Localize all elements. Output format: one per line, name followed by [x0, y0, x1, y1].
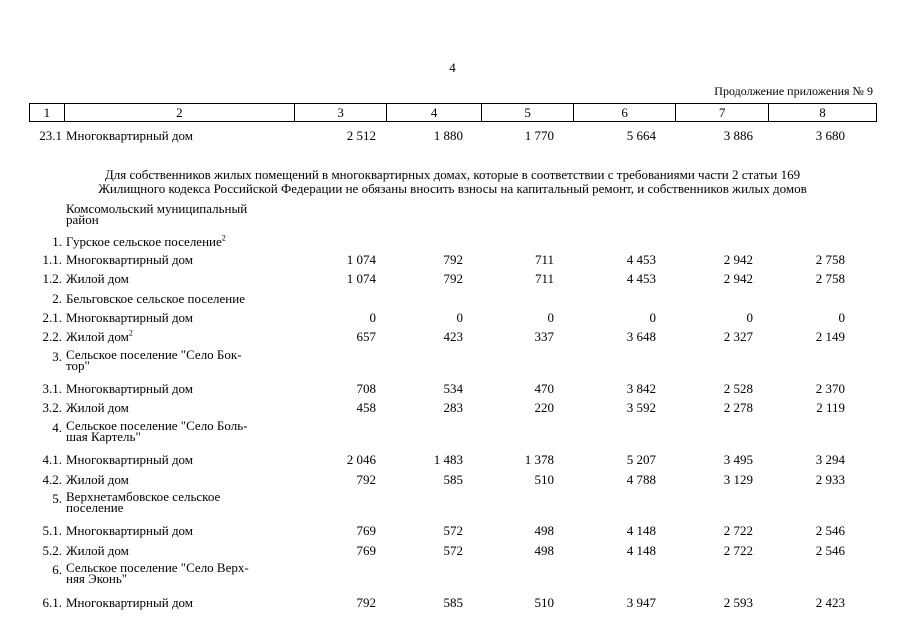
column-header-2: 2	[64, 104, 294, 122]
row-number: 6.1.	[42, 595, 62, 610]
row-name: Многоквартирный дом	[66, 310, 194, 325]
row-number: 3.1.	[42, 381, 62, 396]
row-name: Сельское поселение "Село Верх-	[66, 560, 249, 575]
value-col-3: 2 512	[346, 128, 376, 143]
value-col-4: 283	[443, 400, 463, 415]
value-col-6: 4 148	[626, 523, 656, 538]
value-col-7: 2 722	[723, 523, 753, 538]
row-number: 23.1	[39, 128, 62, 143]
row-name: Многоквартирный дом	[66, 128, 194, 143]
value-col-7: 2 278	[723, 400, 753, 415]
row-number: 2.2.	[42, 329, 62, 344]
value-col-3: 0	[369, 310, 376, 325]
value-col-7: 2 327	[723, 329, 753, 344]
value-col-5: 498	[534, 543, 554, 558]
footnote-marker: 2	[221, 233, 226, 243]
value-col-6: 4 788	[626, 472, 656, 487]
value-col-8: 2 423	[815, 595, 845, 610]
footnote-marker: 2	[128, 328, 133, 338]
value-col-6: 4 453	[626, 271, 656, 286]
row-name: Бельговское сельское поселение	[66, 291, 245, 306]
value-col-7: 2 593	[723, 595, 753, 610]
row-number: 1.2.	[42, 271, 62, 286]
column-header-8: 8	[769, 104, 877, 122]
row-name: Сельское поселение "Село Бок-	[66, 347, 242, 362]
value-col-5: 220	[534, 400, 554, 415]
value-col-4: 572	[443, 523, 463, 538]
value-col-5: 470	[534, 381, 554, 396]
value-col-3: 1 074	[346, 252, 376, 267]
value-col-4: 792	[443, 252, 463, 267]
appendix-continuation-note: Продолжение приложения № 9	[714, 84, 873, 98]
value-col-3: 792	[356, 472, 376, 487]
row-number: 1.1.	[42, 252, 62, 267]
value-col-5: 711	[534, 271, 554, 286]
value-col-4: 572	[443, 543, 463, 558]
column-header-6: 6	[574, 104, 676, 122]
row-name: Многоквартирный дом	[66, 452, 194, 467]
value-col-8: 2 546	[815, 543, 845, 558]
row-number: 6.	[52, 562, 62, 577]
district-name-line-1: Комсомольский муниципальный	[66, 201, 248, 216]
row-name: Жилой дом	[66, 400, 129, 415]
value-col-7: 2 722	[723, 543, 753, 558]
row-name: Жилой дом$^2$	[66, 328, 133, 344]
value-col-3: 769	[356, 543, 376, 558]
row-number: 2.1.	[42, 310, 62, 325]
paragraph-line-1: Для собственников жилых помещений в многоквартирных домах, которые в соответствии с требованиями части 2 статьи 169	[104, 167, 801, 182]
district-name-line-2: район	[66, 212, 99, 227]
value-col-4: 792	[443, 271, 463, 286]
row-number: 3.	[52, 349, 62, 364]
value-col-8: 2 758	[815, 271, 845, 286]
row-name: Верхнетамбовское сельское	[66, 489, 221, 504]
row-number: 5.	[52, 491, 62, 506]
value-col-8: 2 119	[816, 400, 845, 415]
value-col-7: 3 495	[723, 452, 753, 467]
value-col-5: 510	[534, 472, 554, 487]
value-col-7: 3 129	[723, 472, 753, 487]
row-name: Жилой дом	[66, 472, 129, 487]
row-name: няя Эконь"	[66, 571, 128, 586]
value-col-5: 510	[534, 595, 554, 610]
value-col-4: 585	[443, 595, 463, 610]
value-col-8: 3 294	[815, 452, 845, 467]
page-number: 4	[449, 60, 456, 75]
row-number: 1.	[52, 234, 62, 249]
value-col-4: 1 483	[433, 452, 463, 467]
value-col-6: 5 207	[626, 452, 656, 467]
value-col-3: 708	[356, 381, 376, 396]
column-header-3: 3	[295, 104, 387, 122]
column-header-1: 1	[30, 104, 65, 122]
value-col-4: 423	[443, 329, 463, 344]
value-col-8: 3 680	[815, 128, 845, 143]
value-col-5: 498	[534, 523, 554, 538]
value-col-6: 4 148	[626, 543, 656, 558]
row-name: Многоквартирный дом	[66, 595, 194, 610]
value-col-7: 3 886	[723, 128, 753, 143]
column-header-table	[29, 103, 877, 122]
value-col-8: 2 758	[815, 252, 845, 267]
paragraph-line-2: Жилищного кодекса Российской Федерации не обязаны вносить взносы на капитальный ремонт, и собственников жилых домов	[98, 181, 807, 196]
value-col-4: 1 880	[433, 128, 463, 143]
value-col-7: 0	[746, 310, 753, 325]
row-name: Гурское сельское поселение$^2$	[66, 233, 226, 249]
value-col-3: 769	[356, 523, 376, 538]
row-name: Сельское поселение "Село Боль-	[66, 418, 248, 433]
value-col-8: 2 370	[815, 381, 845, 396]
value-col-6: 3 947	[626, 595, 656, 610]
row-number: 2.	[52, 291, 62, 306]
value-col-6: 0	[649, 310, 656, 325]
column-header-7: 7	[676, 104, 769, 122]
value-col-3: 1 074	[346, 271, 376, 286]
row-number: 4.2.	[42, 472, 62, 487]
column-header-5: 5	[482, 104, 574, 122]
row-name: поселение	[66, 500, 124, 515]
value-col-5: 0	[547, 310, 554, 325]
value-col-6: 3 648	[626, 329, 656, 344]
value-col-6: 3 842	[626, 381, 656, 396]
row-number: 5.2.	[42, 543, 62, 558]
value-col-3: 458	[356, 400, 376, 415]
value-col-4: 0	[456, 310, 463, 325]
value-col-7: 2 942	[723, 252, 753, 267]
value-col-4: 534	[443, 381, 463, 396]
row-name: Многоквартирный дом	[66, 523, 194, 538]
row-number: 4.1.	[42, 452, 62, 467]
value-col-3: 2 046	[346, 452, 376, 467]
row-name: Жилой дом	[66, 271, 129, 286]
value-col-4: 585	[443, 472, 463, 487]
value-col-3: 792	[356, 595, 376, 610]
row-number: 4.	[52, 420, 62, 435]
row-name: шая Картель"	[66, 429, 141, 444]
value-col-6: 4 453	[626, 252, 656, 267]
row-name: Многоквартирный дом	[66, 252, 194, 267]
row-number: 5.1.	[42, 523, 62, 538]
row-name: тор"	[66, 358, 90, 373]
column-header-4: 4	[387, 104, 482, 122]
value-col-5: 337	[534, 329, 554, 344]
value-col-5: 1 770	[524, 128, 554, 143]
value-col-6: 5 664	[626, 128, 656, 143]
row-name: Жилой дом	[66, 543, 129, 558]
value-col-8: 2 546	[815, 523, 845, 538]
value-col-3: 657	[356, 329, 376, 344]
value-col-6: 3 592	[626, 400, 656, 415]
value-col-7: 2 528	[723, 381, 753, 396]
value-col-8: 2 933	[815, 472, 845, 487]
value-col-7: 2 942	[723, 271, 753, 286]
value-col-8: 0	[838, 310, 845, 325]
row-number: 3.2.	[42, 400, 62, 415]
row-name: Многоквартирный дом	[66, 381, 194, 396]
value-col-8: 2 149	[815, 329, 845, 344]
value-col-5: 711	[534, 252, 554, 267]
value-col-5: 1 378	[524, 452, 554, 467]
